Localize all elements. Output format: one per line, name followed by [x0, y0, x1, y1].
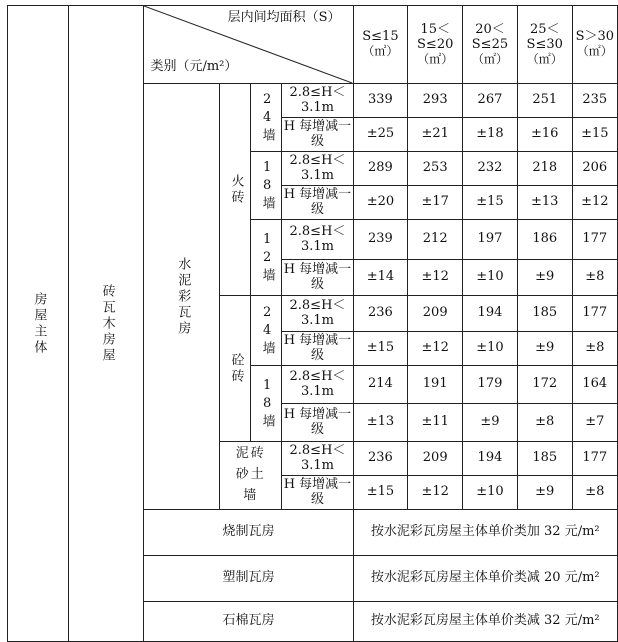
row-label-height: 2.8≤H＜3.1m	[282, 220, 353, 260]
table-cell: 186	[517, 220, 572, 260]
row-label-height: 2.8≤H＜3.1m	[282, 442, 353, 476]
fire-brick-label: 火砖	[228, 173, 244, 206]
price-table	[7, 5, 618, 642]
concrete-brick-label: 砼砖	[228, 352, 244, 385]
cement-tile-cell	[144, 84, 220, 510]
footer-type: 塑制瓦房	[144, 556, 353, 602]
row-label-height: 2.8≤H＜3.1m	[282, 84, 353, 118]
table-cell: ±20	[353, 186, 408, 220]
house-main-cell	[8, 6, 69, 642]
table-cell: 185	[517, 442, 572, 476]
table-cell: 293	[408, 84, 463, 118]
row-label-step: H 每增减一级	[282, 260, 353, 296]
wall-18b-cell	[251, 366, 282, 442]
table-cell: 191	[408, 366, 463, 404]
table-cell: 209	[408, 442, 463, 476]
table-cell: ±12	[408, 476, 463, 510]
wall-24b-label: 24墙	[259, 304, 275, 357]
col-header-0: S≤15 （㎡）	[353, 6, 408, 84]
mud-brick-label: 泥砖砂土墙	[235, 446, 266, 503]
wall-18-label: 18墙	[259, 159, 275, 212]
table-cell: 179	[463, 366, 518, 404]
row-label-height: 2.8≤H＜3.1m	[282, 152, 353, 186]
wall-12-cell	[251, 220, 282, 296]
table-cell: 164	[572, 366, 617, 404]
table-cell: ±15	[353, 476, 408, 510]
table-cell: 172	[517, 366, 572, 404]
table-cell: ±10	[463, 476, 518, 510]
table-cell: ±8	[572, 476, 617, 510]
mud-brick-cell	[220, 442, 282, 510]
house-main-label: 房屋主体	[31, 291, 47, 356]
table-cell: 206	[572, 152, 617, 186]
table-cell: ±15	[572, 118, 617, 152]
table-cell: 197	[463, 220, 518, 260]
table-cell: ±10	[463, 332, 518, 366]
table-cell: 253	[408, 152, 463, 186]
table-cell: ±11	[408, 404, 463, 442]
table-cell: ±10	[463, 260, 518, 296]
table-cell: ±9	[517, 260, 572, 296]
table-cell: ±9	[517, 476, 572, 510]
table-cell: 194	[463, 296, 518, 332]
brick-tile-wood-label: 砖瓦木房屋	[99, 283, 115, 364]
table-cell: 339	[353, 84, 408, 118]
table-cell: 236	[353, 296, 408, 332]
table-cell: 251	[517, 84, 572, 118]
table-cell: 194	[463, 442, 518, 476]
row-label-step: H 每增减一级	[282, 476, 353, 510]
diagonal-header-cell	[144, 6, 353, 84]
footer-type: 烧制瓦房	[144, 510, 353, 556]
table-cell: ±18	[463, 118, 518, 152]
table-cell: 267	[463, 84, 518, 118]
wall-24-label: 24墙	[259, 91, 275, 144]
footer-rule: 按水泥彩瓦房屋主体单价类减 32 元/m²	[353, 602, 617, 642]
footer-rule: 按水泥彩瓦房屋主体单价类减 20 元/m²	[353, 556, 617, 602]
table-cell: ±15	[353, 332, 408, 366]
concrete-brick-cell	[220, 296, 251, 442]
table-cell: 239	[353, 220, 408, 260]
row-label-step: H 每增减一级	[282, 118, 353, 152]
table-cell: ±12	[408, 332, 463, 366]
table-cell: 214	[353, 366, 408, 404]
fire-brick-cell	[220, 84, 251, 296]
area-label: 层内间均面积（S）	[227, 10, 341, 25]
table-cell: ±13	[517, 186, 572, 220]
table-cell: ±9	[517, 332, 572, 366]
brick-tile-wood-cell	[68, 6, 144, 642]
table-cell: 235	[572, 84, 617, 118]
table-cell: 212	[408, 220, 463, 260]
table-cell: 218	[517, 152, 572, 186]
price-table-wrapper	[7, 5, 618, 642]
table-cell: ±21	[408, 118, 463, 152]
table-cell: 185	[517, 296, 572, 332]
table-cell: ±25	[353, 118, 408, 152]
wall-24b-cell	[251, 296, 282, 366]
table-cell: ±8	[572, 260, 617, 296]
category-label: 类别（元/m²）	[150, 59, 238, 75]
table-cell: 177	[572, 220, 617, 260]
table-cell: ±15	[463, 186, 518, 220]
header-row	[8, 6, 618, 84]
table-cell: ±7	[572, 404, 617, 442]
table-cell: ±17	[408, 186, 463, 220]
footer-rule: 按水泥彩瓦房屋主体单价类加 32 元/m²	[353, 510, 617, 556]
table-cell: ±14	[353, 260, 408, 296]
table-cell: ±12	[572, 186, 617, 220]
footer-type: 石棉瓦房	[144, 602, 353, 642]
table-cell: 209	[408, 296, 463, 332]
row-label-height: 2.8≤H＜3.1m	[282, 296, 353, 332]
row-label-height: 2.8≤H＜3.1m	[282, 366, 353, 404]
wall-18-cell	[251, 152, 282, 220]
row-label-step: H 每增减一级	[282, 332, 353, 366]
table-cell: ±12	[408, 260, 463, 296]
col-header-3: 25＜S≤30 （㎡）	[517, 6, 572, 84]
cement-tile-label: 水泥彩瓦房	[175, 256, 191, 337]
row-label-step: H 每增减一级	[282, 404, 353, 442]
table-cell: 236	[353, 442, 408, 476]
wall-18b-label: 18墙	[259, 377, 275, 430]
table-cell: ±8	[572, 332, 617, 366]
table-cell: ±9	[463, 404, 518, 442]
wall-24-cell	[251, 84, 282, 152]
row-label-step: H 每增减一级	[282, 186, 353, 220]
col-header-4: S＞30 （㎡）	[572, 6, 617, 84]
table-cell: ±8	[517, 404, 572, 442]
table-cell: 177	[572, 442, 617, 476]
col-header-2: 20＜S≤25 （㎡）	[463, 6, 518, 84]
table-cell: 289	[353, 152, 408, 186]
table-cell: ±13	[353, 404, 408, 442]
table-cell: ±16	[517, 118, 572, 152]
col-header-1: 15＜S≤20 （㎡）	[408, 6, 463, 84]
table-cell: 177	[572, 296, 617, 332]
table-cell: 232	[463, 152, 518, 186]
wall-12-label: 12墙	[259, 231, 275, 284]
